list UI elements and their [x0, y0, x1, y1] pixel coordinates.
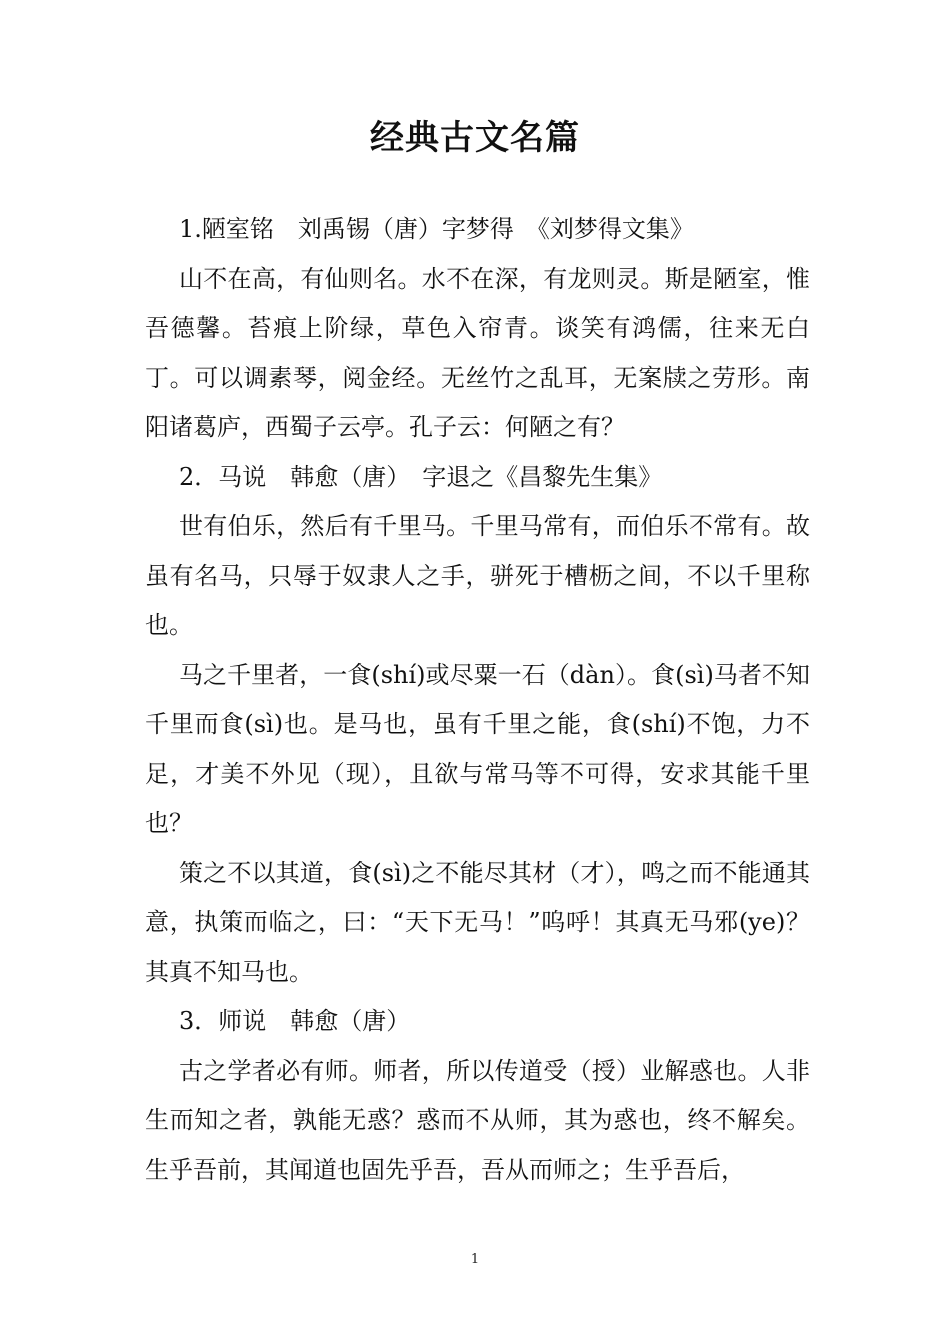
paragraph: 古之学者必有师。师者，所以传道受（授）业解惑也。人非生而知之者，孰能无惑？惑而不从师，其为惑也，终不解矣。生乎吾前，其闻道也固先乎吾，吾从而师之；生乎吾后，	[145, 1056, 810, 1184]
paragraph: 山不在高，有仙则名。水不在深，有龙则灵。斯是陋室，惟吾德馨。苔痕上阶绿，草色入帘青。谈笑有鸿儒，往来无白丁。可以调素琴，阅金经。无丝竹之乱耳，无案牍之劳形。南阳诸葛庐，西蜀子云亭。孔子云：何陋之有？	[145, 264, 810, 441]
paragraph: 策之不以其道，食(sì)之不能尽其材（才），鸣之而不能通其意，执策而临之，曰：“天下无马！”呜呼！其真无马邪(ye)？其真不知马也。	[145, 858, 810, 986]
heading-lou-shi-ming: 1.陋室铭 刘禹锡（唐）字梦得 《刘梦得文集》	[179, 215, 694, 243]
heading-ma-shuo: 2．马说 韩愈（唐） 字退之《昌黎先生集》	[179, 462, 663, 491]
heading-shi-shuo: 3．师说 韩愈（唐）	[179, 1007, 411, 1035]
document-title: 经典古文名篇	[370, 118, 580, 158]
paragraph: 世有伯乐，然后有千里马。千里马常有，而伯乐不常有。故虽有名马，只辱于奴隶人之手，骈死于槽枥之间，不以千里称也。	[145, 512, 810, 639]
paragraph: 马之千里者，一食(shí)或尽粟一石（dàn）。食(sì)马者不知千里而食(sì)也。是马也，虽有千里之能，食(shí)不饱，力不足，才美不外见（现），且欲与常马等不可得，安求其能千里也？	[145, 660, 810, 837]
page-number: 1	[470, 1252, 480, 1267]
document-body	[145, 205, 810, 1195]
